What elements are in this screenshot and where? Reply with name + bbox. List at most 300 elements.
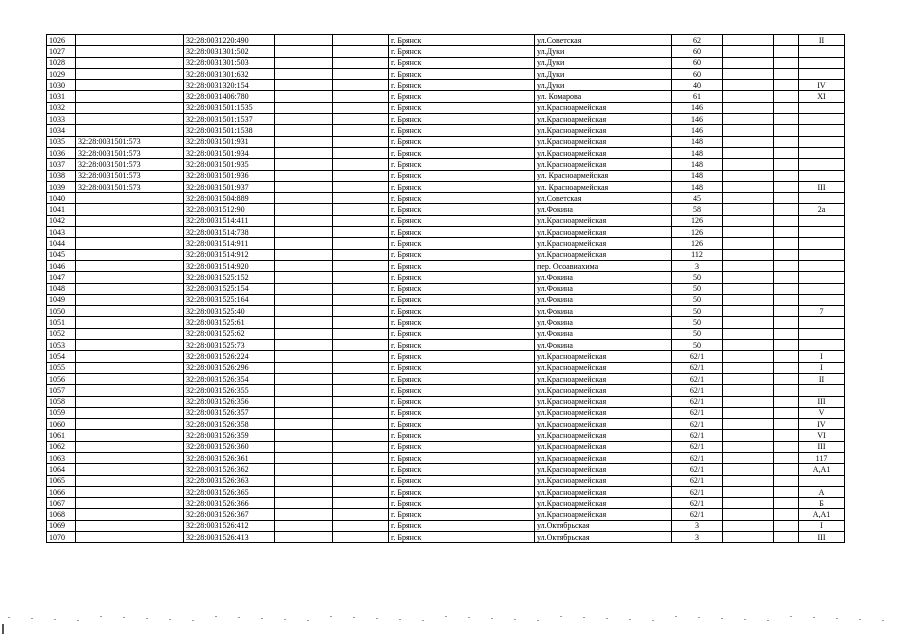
table-row bbox=[47, 193, 845, 204]
cell-empty-d bbox=[774, 509, 799, 520]
cell-house: 62/1 bbox=[672, 509, 723, 520]
registry-table-body bbox=[47, 35, 845, 543]
cell-empty-a bbox=[275, 125, 333, 136]
cell-number: 1055 bbox=[47, 362, 76, 373]
table-row bbox=[47, 46, 845, 57]
scan-speck bbox=[606, 618, 608, 619]
cell-empty-a bbox=[275, 396, 333, 407]
cell-number: 1041 bbox=[47, 204, 76, 215]
table-row bbox=[47, 441, 845, 452]
cell-building: III bbox=[799, 181, 845, 192]
cell-number: 1030 bbox=[47, 80, 76, 91]
cell-street: ул.Фокина bbox=[535, 283, 672, 294]
table-row bbox=[47, 57, 845, 68]
cell-city: г. Брянск bbox=[389, 57, 535, 68]
scan-speck bbox=[790, 616, 792, 617]
table-row bbox=[47, 351, 845, 362]
cell-empty-c bbox=[723, 509, 774, 520]
scan-speck bbox=[100, 616, 102, 617]
cell-empty-c bbox=[723, 385, 774, 396]
cell-street: ул.Дуки bbox=[535, 68, 672, 79]
cell-cadastral-number: 32:28:0031501:937 bbox=[184, 181, 275, 192]
cell-street: ул.Дуки bbox=[535, 80, 672, 91]
cell-street: ул.Красноармейская bbox=[535, 114, 672, 125]
cell-empty-c bbox=[723, 407, 774, 418]
table-row bbox=[47, 328, 845, 339]
cell-house: 40 bbox=[672, 80, 723, 91]
cell-city: г. Брянск bbox=[389, 317, 535, 328]
cell-empty-c bbox=[723, 80, 774, 91]
cell-house: 146 bbox=[672, 125, 723, 136]
cell-city: г. Брянск bbox=[389, 204, 535, 215]
cell-empty-b bbox=[333, 91, 389, 102]
cell-cadastral-number: 32:28:0031514:411 bbox=[184, 215, 275, 226]
cell-house: 62/1 bbox=[672, 452, 723, 463]
cell-cadastral-number: 32:28:0031501:934 bbox=[184, 147, 275, 158]
table-row bbox=[47, 170, 845, 181]
cell-parent-cadastral bbox=[76, 294, 184, 305]
cell-cadastral-number: 32:28:0031526:356 bbox=[184, 396, 275, 407]
cell-city: г. Брянск bbox=[389, 46, 535, 57]
table-row bbox=[47, 294, 845, 305]
cell-city: г. Брянск bbox=[389, 464, 535, 475]
table-row bbox=[47, 362, 845, 373]
cell-empty-c bbox=[723, 170, 774, 181]
cell-parent-cadastral: 32:28:0031501:573 bbox=[76, 147, 184, 158]
cell-city: г. Брянск bbox=[389, 520, 535, 531]
cell-number: 1035 bbox=[47, 136, 76, 147]
cell-empty-c bbox=[723, 340, 774, 351]
cell-city: г. Брянск bbox=[389, 35, 535, 46]
cell-empty-a bbox=[275, 147, 333, 158]
cell-city: г. Брянск bbox=[389, 249, 535, 260]
cell-empty-d bbox=[774, 340, 799, 351]
cell-empty-b bbox=[333, 294, 389, 305]
cell-city: г. Брянск bbox=[389, 396, 535, 407]
scan-speck bbox=[353, 617, 355, 618]
cell-cadastral-number: 32:28:0031525:40 bbox=[184, 306, 275, 317]
cell-empty-a bbox=[275, 475, 333, 486]
cell-number: 1068 bbox=[47, 509, 76, 520]
cell-city: г. Брянск bbox=[389, 283, 535, 294]
cell-empty-b bbox=[333, 249, 389, 260]
cell-empty-a bbox=[275, 204, 333, 215]
cell-empty-b bbox=[333, 509, 389, 520]
cell-empty-c bbox=[723, 260, 774, 271]
cell-cadastral-number: 32:28:0031512:90 bbox=[184, 204, 275, 215]
cell-building: А,А1 bbox=[799, 509, 845, 520]
cell-cadastral-number: 32:28:0031406:780 bbox=[184, 91, 275, 102]
cell-cadastral-number: 32:28:0031526:355 bbox=[184, 385, 275, 396]
cell-empty-b bbox=[333, 136, 389, 147]
cell-empty-c bbox=[723, 114, 774, 125]
cell-number: 1032 bbox=[47, 102, 76, 113]
cell-empty-b bbox=[333, 80, 389, 91]
cell-house: 148 bbox=[672, 136, 723, 147]
cell-empty-a bbox=[275, 317, 333, 328]
cell-number: 1047 bbox=[47, 272, 76, 283]
cell-empty-c bbox=[723, 57, 774, 68]
cell-cadastral-number: 32:28:0031501:1538 bbox=[184, 125, 275, 136]
scan-speck bbox=[77, 620, 79, 621]
cell-empty-a bbox=[275, 294, 333, 305]
cell-city: г. Брянск bbox=[389, 362, 535, 373]
cell-street: ул.Дуки bbox=[535, 46, 672, 57]
cell-cadastral-number: 32:28:0031501:1535 bbox=[184, 102, 275, 113]
cell-empty-b bbox=[333, 238, 389, 249]
cell-empty-a bbox=[275, 340, 333, 351]
table-row bbox=[47, 486, 845, 497]
scan-speck bbox=[238, 617, 240, 618]
cell-parent-cadastral bbox=[76, 238, 184, 249]
table-row bbox=[47, 385, 845, 396]
cell-parent-cadastral bbox=[76, 46, 184, 57]
cell-cadastral-number: 32:28:0031526:366 bbox=[184, 498, 275, 509]
cell-street: ул.Красноармейская bbox=[535, 464, 672, 475]
cell-cadastral-number: 32:28:0031301:502 bbox=[184, 46, 275, 57]
cell-empty-b bbox=[333, 317, 389, 328]
cell-house: 148 bbox=[672, 181, 723, 192]
cell-city: г. Брянск bbox=[389, 272, 535, 283]
cell-empty-c bbox=[723, 351, 774, 362]
scan-speck bbox=[491, 618, 493, 619]
scan-speck bbox=[583, 617, 585, 618]
cell-city: г. Брянск bbox=[389, 260, 535, 271]
cell-house: 50 bbox=[672, 294, 723, 305]
cell-cadastral-number: 32:28:0031526:363 bbox=[184, 475, 275, 486]
cell-city: г. Брянск bbox=[389, 407, 535, 418]
cell-empty-a bbox=[275, 35, 333, 46]
cell-empty-a bbox=[275, 159, 333, 170]
cell-house: 126 bbox=[672, 215, 723, 226]
cell-empty-c bbox=[723, 193, 774, 204]
cell-city: г. Брянск bbox=[389, 102, 535, 113]
cell-cadastral-number: 32:28:0031514:911 bbox=[184, 238, 275, 249]
cell-number: 1065 bbox=[47, 475, 76, 486]
cell-empty-a bbox=[275, 328, 333, 339]
cell-house: 146 bbox=[672, 114, 723, 125]
cell-street: ул.Красноармейская bbox=[535, 396, 672, 407]
cell-cadastral-number: 32:28:0031526:296 bbox=[184, 362, 275, 373]
cell-empty-b bbox=[333, 498, 389, 509]
cell-city: г. Брянск bbox=[389, 486, 535, 497]
cell-parent-cadastral bbox=[76, 260, 184, 271]
cell-building bbox=[799, 328, 845, 339]
cell-parent-cadastral bbox=[76, 68, 184, 79]
table-row bbox=[47, 260, 845, 271]
cell-parent-cadastral bbox=[76, 125, 184, 136]
scan-speck bbox=[767, 620, 769, 621]
cell-number: 1057 bbox=[47, 385, 76, 396]
cell-city: г. Брянск bbox=[389, 136, 535, 147]
cell-empty-c bbox=[723, 520, 774, 531]
cell-number: 1040 bbox=[47, 193, 76, 204]
table-row bbox=[47, 498, 845, 509]
cell-house: 62/1 bbox=[672, 407, 723, 418]
cell-city: г. Брянск bbox=[389, 385, 535, 396]
scan-speck bbox=[146, 618, 148, 619]
scan-noise-strip bbox=[0, 612, 905, 626]
cell-house: 126 bbox=[672, 238, 723, 249]
cell-parent-cadastral bbox=[76, 328, 184, 339]
cell-empty-c bbox=[723, 204, 774, 215]
cell-number: 1052 bbox=[47, 328, 76, 339]
cell-cadastral-number: 32:28:0031501:1537 bbox=[184, 114, 275, 125]
cell-street: ул.Дуки bbox=[535, 57, 672, 68]
cell-street: ул.Фокина bbox=[535, 306, 672, 317]
cell-empty-b bbox=[333, 46, 389, 57]
cell-empty-b bbox=[333, 475, 389, 486]
cell-cadastral-number: 32:28:0031526:359 bbox=[184, 430, 275, 441]
cell-number: 1059 bbox=[47, 407, 76, 418]
cell-empty-a bbox=[275, 419, 333, 430]
cell-street: ул.Фокина bbox=[535, 272, 672, 283]
cell-building: I bbox=[799, 362, 845, 373]
cell-building: III bbox=[799, 441, 845, 452]
cell-street: ул.Октябрьская bbox=[535, 520, 672, 531]
table-row bbox=[47, 35, 845, 46]
cell-empty-b bbox=[333, 464, 389, 475]
cell-empty-a bbox=[275, 306, 333, 317]
cell-empty-c bbox=[723, 147, 774, 158]
cell-building bbox=[799, 294, 845, 305]
cell-empty-d bbox=[774, 181, 799, 192]
table-row bbox=[47, 114, 845, 125]
cell-empty-a bbox=[275, 91, 333, 102]
cell-empty-d bbox=[774, 159, 799, 170]
cell-empty-b bbox=[333, 362, 389, 373]
table-row bbox=[47, 475, 845, 486]
cell-building bbox=[799, 215, 845, 226]
cell-empty-c bbox=[723, 238, 774, 249]
cell-parent-cadastral bbox=[76, 272, 184, 283]
cell-parent-cadastral bbox=[76, 283, 184, 294]
scan-speck bbox=[376, 618, 378, 619]
cell-number: 1042 bbox=[47, 215, 76, 226]
cell-empty-d bbox=[774, 227, 799, 238]
cell-building: IV bbox=[799, 80, 845, 91]
cell-number: 1049 bbox=[47, 294, 76, 305]
cell-street: ул.Советская bbox=[535, 193, 672, 204]
cell-number: 1031 bbox=[47, 91, 76, 102]
cell-empty-c bbox=[723, 227, 774, 238]
cell-parent-cadastral bbox=[76, 498, 184, 509]
cell-house: 62/1 bbox=[672, 373, 723, 384]
cell-empty-b bbox=[333, 57, 389, 68]
scan-speck bbox=[859, 619, 861, 620]
cell-building: Б bbox=[799, 498, 845, 509]
cell-house: 62/1 bbox=[672, 385, 723, 396]
cell-city: г. Брянск bbox=[389, 430, 535, 441]
cell-empty-b bbox=[333, 102, 389, 113]
cell-cadastral-number: 32:28:0031301:632 bbox=[184, 68, 275, 79]
cell-empty-c bbox=[723, 441, 774, 452]
cell-building bbox=[799, 46, 845, 57]
cell-empty-c bbox=[723, 272, 774, 283]
cell-empty-b bbox=[333, 340, 389, 351]
table-row bbox=[47, 430, 845, 441]
cell-empty-c bbox=[723, 430, 774, 441]
cell-street: ул.Октябрьская bbox=[535, 532, 672, 543]
cell-parent-cadastral bbox=[76, 57, 184, 68]
cell-house: 62/1 bbox=[672, 441, 723, 452]
table-row bbox=[47, 204, 845, 215]
table-row bbox=[47, 68, 845, 79]
cell-building bbox=[799, 238, 845, 249]
cell-empty-d bbox=[774, 136, 799, 147]
cell-empty-d bbox=[774, 215, 799, 226]
cell-house: 148 bbox=[672, 159, 723, 170]
cell-parent-cadastral bbox=[76, 114, 184, 125]
table-row bbox=[47, 91, 845, 102]
cell-cadastral-number: 32:28:0031320:154 bbox=[184, 80, 275, 91]
cell-house: 126 bbox=[672, 227, 723, 238]
cell-empty-c bbox=[723, 68, 774, 79]
table-row bbox=[47, 249, 845, 260]
cell-empty-b bbox=[333, 68, 389, 79]
cell-number: 1038 bbox=[47, 170, 76, 181]
cell-city: г. Брянск bbox=[389, 193, 535, 204]
cell-empty-a bbox=[275, 520, 333, 531]
cell-empty-c bbox=[723, 102, 774, 113]
cell-empty-c bbox=[723, 317, 774, 328]
cell-empty-b bbox=[333, 159, 389, 170]
cell-empty-b bbox=[333, 193, 389, 204]
cell-parent-cadastral bbox=[76, 249, 184, 260]
cell-empty-d bbox=[774, 283, 799, 294]
cell-cadastral-number: 32:28:0031501:931 bbox=[184, 136, 275, 147]
cell-empty-d bbox=[774, 407, 799, 418]
cell-parent-cadastral bbox=[76, 464, 184, 475]
cell-building bbox=[799, 227, 845, 238]
cell-building: 117 bbox=[799, 452, 845, 463]
cell-empty-a bbox=[275, 452, 333, 463]
cell-empty-c bbox=[723, 475, 774, 486]
cell-building: IV bbox=[799, 419, 845, 430]
cell-city: г. Брянск bbox=[389, 351, 535, 362]
cell-street: ул.Фокина bbox=[535, 317, 672, 328]
cell-empty-a bbox=[275, 238, 333, 249]
cell-parent-cadastral bbox=[76, 509, 184, 520]
cell-street: ул.Советская bbox=[535, 35, 672, 46]
cell-empty-a bbox=[275, 464, 333, 475]
cell-empty-a bbox=[275, 283, 333, 294]
cell-street: ул.Красноармейская bbox=[535, 509, 672, 520]
cell-cadastral-number: 32:28:0031526:354 bbox=[184, 373, 275, 384]
cell-building: 7 bbox=[799, 306, 845, 317]
cell-number: 1045 bbox=[47, 249, 76, 260]
cell-house: 62/1 bbox=[672, 475, 723, 486]
cell-empty-d bbox=[774, 249, 799, 260]
cell-house: 62/1 bbox=[672, 430, 723, 441]
cell-empty-a bbox=[275, 114, 333, 125]
cell-cadastral-number: 32:28:0031526:367 bbox=[184, 509, 275, 520]
cell-house: 62/1 bbox=[672, 351, 723, 362]
cell-street: ул.Красноармейская bbox=[535, 475, 672, 486]
cell-number: 1066 bbox=[47, 486, 76, 497]
cell-empty-a bbox=[275, 385, 333, 396]
cell-building: I bbox=[799, 520, 845, 531]
table-row bbox=[47, 272, 845, 283]
cell-empty-d bbox=[774, 317, 799, 328]
cell-street: ул.Красноармейская bbox=[535, 407, 672, 418]
scan-speck bbox=[192, 620, 194, 621]
scan-speck bbox=[445, 616, 447, 617]
cell-city: г. Брянск bbox=[389, 373, 535, 384]
cell-empty-d bbox=[774, 498, 799, 509]
cell-empty-b bbox=[333, 227, 389, 238]
cell-street: ул.Красноармейская bbox=[535, 215, 672, 226]
cell-house: 62 bbox=[672, 35, 723, 46]
cell-number: 1069 bbox=[47, 520, 76, 531]
cell-parent-cadastral: 32:28:0031501:573 bbox=[76, 170, 184, 181]
cell-number: 1037 bbox=[47, 159, 76, 170]
cell-parent-cadastral bbox=[76, 215, 184, 226]
cell-building: VI bbox=[799, 430, 845, 441]
cell-parent-cadastral bbox=[76, 362, 184, 373]
cell-city: г. Брянск bbox=[389, 306, 535, 317]
cell-empty-b bbox=[333, 351, 389, 362]
cell-parent-cadastral bbox=[76, 193, 184, 204]
cell-building: I bbox=[799, 351, 845, 362]
cell-number: 1058 bbox=[47, 396, 76, 407]
table-row bbox=[47, 419, 845, 430]
cell-number: 1044 bbox=[47, 238, 76, 249]
cell-cadastral-number: 32:28:0031501:936 bbox=[184, 170, 275, 181]
cell-number: 1056 bbox=[47, 373, 76, 384]
cell-empty-a bbox=[275, 181, 333, 192]
cell-building bbox=[799, 68, 845, 79]
cell-city: г. Брянск bbox=[389, 238, 535, 249]
cell-empty-c bbox=[723, 486, 774, 497]
cell-empty-b bbox=[333, 419, 389, 430]
cell-house: 58 bbox=[672, 204, 723, 215]
cell-empty-a bbox=[275, 509, 333, 520]
cell-empty-a bbox=[275, 272, 333, 283]
cell-parent-cadastral bbox=[76, 486, 184, 497]
table-row bbox=[47, 407, 845, 418]
cell-parent-cadastral bbox=[76, 204, 184, 215]
cell-cadastral-number: 32:28:0031514:912 bbox=[184, 249, 275, 260]
table-row bbox=[47, 340, 845, 351]
cell-empty-a bbox=[275, 486, 333, 497]
cell-number: 1039 bbox=[47, 181, 76, 192]
cell-city: г. Брянск bbox=[389, 419, 535, 430]
cell-empty-b bbox=[333, 204, 389, 215]
cell-empty-b bbox=[333, 283, 389, 294]
cell-building bbox=[799, 260, 845, 271]
cell-house: 3 bbox=[672, 520, 723, 531]
cell-building: А bbox=[799, 486, 845, 497]
cell-cadastral-number: 32:28:0031526:362 bbox=[184, 464, 275, 475]
cell-house: 62/1 bbox=[672, 396, 723, 407]
scan-speck bbox=[744, 619, 746, 620]
scan-speck bbox=[629, 619, 631, 620]
cell-number: 1070 bbox=[47, 532, 76, 543]
cell-number: 1048 bbox=[47, 283, 76, 294]
cell-empty-b bbox=[333, 452, 389, 463]
cell-empty-b bbox=[333, 373, 389, 384]
cell-number: 1053 bbox=[47, 340, 76, 351]
cell-empty-c bbox=[723, 283, 774, 294]
cell-number: 1060 bbox=[47, 419, 76, 430]
cell-street: ул.Фокина bbox=[535, 294, 672, 305]
cell-house: 62/1 bbox=[672, 498, 723, 509]
cell-empty-b bbox=[333, 407, 389, 418]
cell-number: 1028 bbox=[47, 57, 76, 68]
cell-building: XI bbox=[799, 91, 845, 102]
cell-building bbox=[799, 57, 845, 68]
